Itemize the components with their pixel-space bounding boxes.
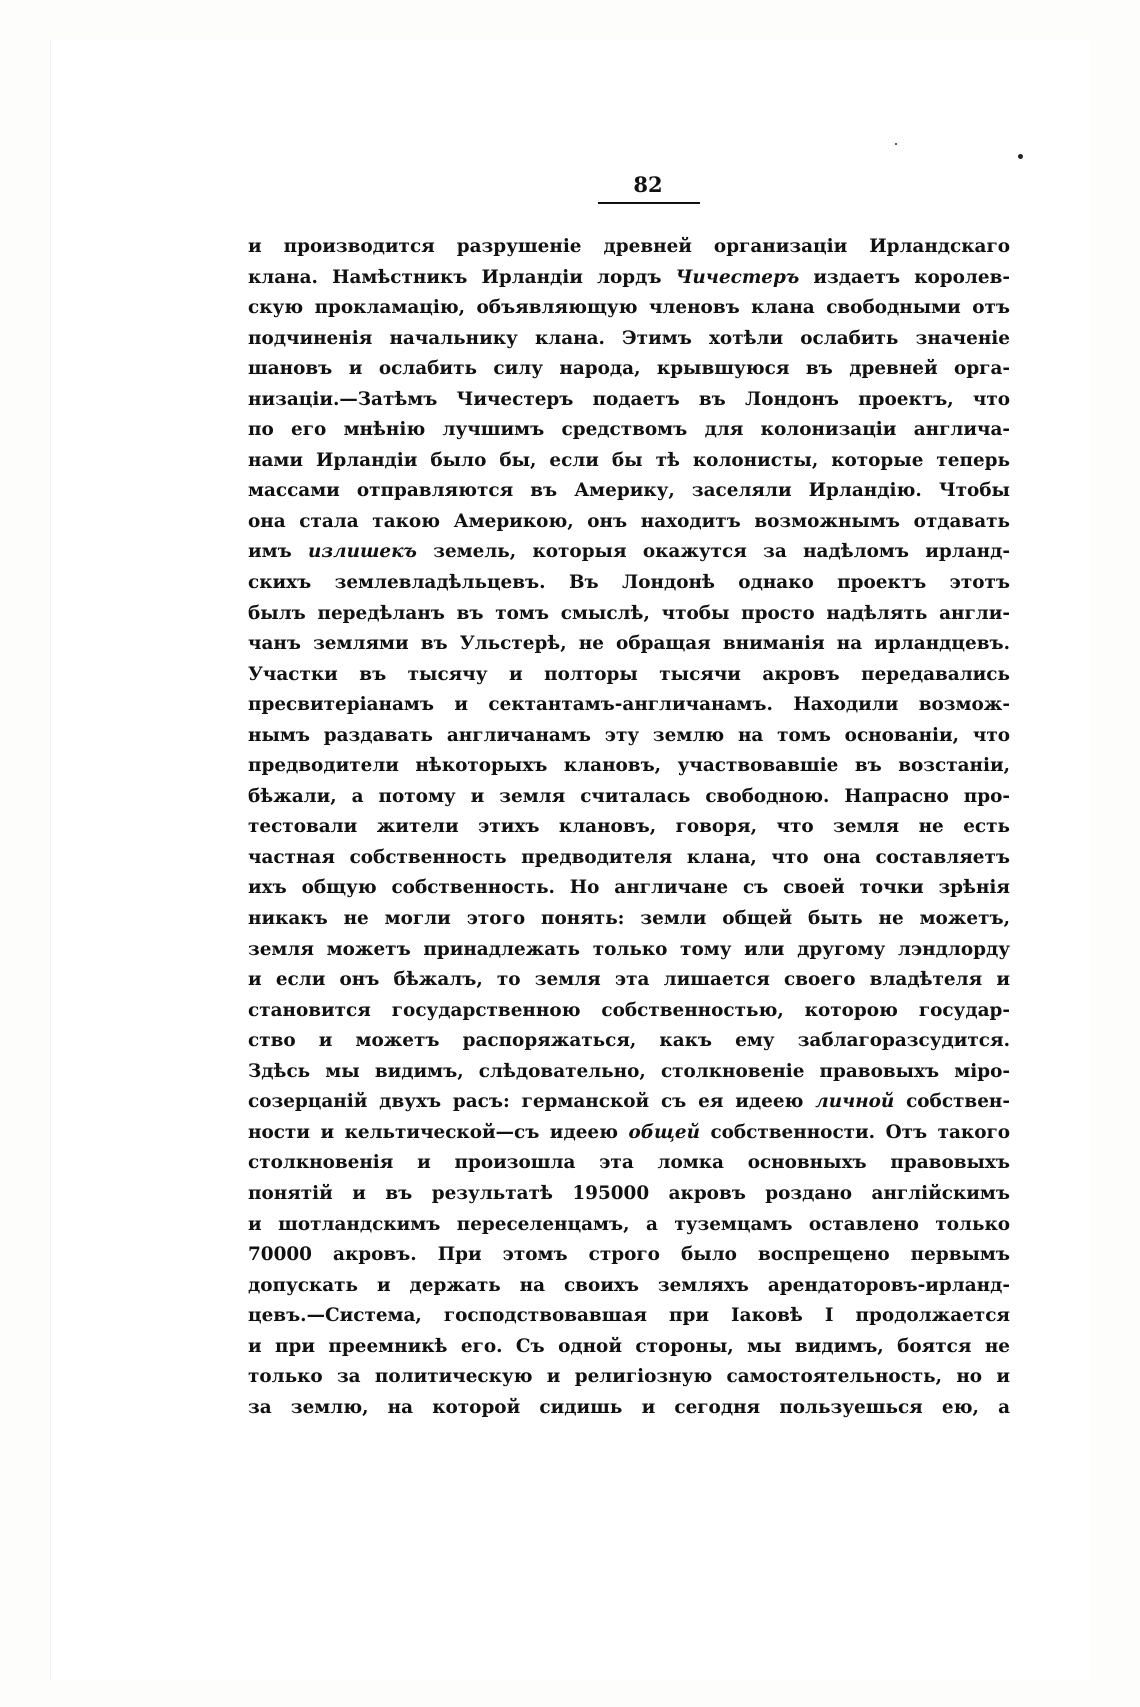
text-line: чанъ землями въ Ульстерѣ, не обращая вниманія на ирландцевъ. [248,633,1010,655]
text-line: подчиненія начальнику клана. Этимъ хотѣли ослабить значеніе [248,327,1010,349]
text-line: столкновенія и произошла эта ломка основныхъ правовыхъ [248,1152,1010,1174]
text-line: понятій и въ результатѣ 195000 акровъ роздано англійскимъ [248,1182,1010,1204]
text-line: ности и кельтической—съ идеею общей собственности. Отъ такого [248,1121,1010,1143]
text-line: допускать и держать на своихъ земляхъ арендаторовъ-ирланд- [248,1274,1010,1296]
text-line: только за политическую и религіозную самостоятельность, но и [248,1366,1010,1388]
text-line: нами Ирландіи было бы, если бы тѣ колонисты, которые теперь [248,449,1010,471]
text-line: земля можетъ принадлежать только тому или другому лэндлорду [248,938,1010,960]
text-line: ство и можетъ распоряжаться, какъ ему заблагоразсудится. [248,1030,1010,1052]
italic-term: Чичестеръ [675,266,800,288]
text-line: цевъ.—Система, господствовавшая при Іаковѣ I продолжается [248,1305,1010,1327]
text-line: и при преемникѣ его. Съ одной стороны, мы видимъ, боятся не [248,1335,1010,1357]
text-line: по его мнѣнію лучшимъ средствомъ для колонизаціи англича- [248,419,1010,441]
text-line: бѣжали, а потому и земля считалась свободною. Напрасно про- [248,785,1010,807]
italic-term: общей [628,1121,700,1143]
italic-term: личной [815,1091,895,1113]
text-line: былъ передѣланъ въ томъ смыслѣ, чтобы просто надѣлять англи- [248,602,1010,624]
text-line: Участки въ тысячу и полторы тысячи акровъ передавались [248,663,1010,685]
dust-speck [1018,154,1023,159]
text-line: становится государственною собственностью, которою государ- [248,999,1010,1021]
text-line: и шотландскимъ переселенцамъ, а туземцамъ оставлено только [248,1213,1010,1235]
dust-speck [895,143,897,145]
text-line: никакъ не могли этого понять: земли общей быть не можетъ, [248,908,1010,930]
text-line: предводители нѣкоторыхъ клановъ, участвовавшіе въ возстаніи, [248,755,1010,777]
text-line: за землю, на которой сидишь и сегодня пользуешься ею, а [248,1396,1010,1418]
text-line: частная собственность предводителя клана, что она составляетъ [248,846,1010,868]
body-text [248,232,1010,1423]
text-line: скую прокламацію, объявляющую членовъ клана свободными отъ [248,297,1010,319]
italic-term: излишекъ [308,541,417,563]
text-line: скихъ землевладѣльцевъ. Въ Лондонѣ однако проектъ этотъ [248,572,1010,594]
text-line: 70000 акровъ. При этомъ строго было воспрещено первымъ [248,1244,1010,1266]
text-line: и производится разрушеніе древней организаціи Ирландскаго [248,236,1010,257]
text-line: и если онъ бѣжалъ, то земля эта лишается своего владѣтеля и [248,969,1010,991]
text-line: нымъ раздавать англичанамъ эту землю на томъ основаніи, что [248,724,1010,746]
text-line: тестовали жители этихъ клановъ, говоря, что земля не есть [248,816,1010,838]
page-number: 82 [633,172,663,197]
text-line: Здѣсь мы видимъ, слѣдовательно, столкновеніе правовыхъ міро- [248,1060,1010,1082]
text-line: пресвитеріанамъ и сектантамъ-англичанамъ. Находили возмож- [248,694,1010,716]
text-line: имъ излишекъ земель, которыя окажутся за надѣломъ ирланд- [248,541,1010,563]
text-line: она стала такою Америкою, онъ находитъ возможнымъ отдавать [248,510,1010,532]
text-line: ихъ общую собственность. Но англичане съ своей точки зрѣнія [248,877,1010,899]
text-line: массами отправляются въ Америку, заселяли Ирландію. Чтобы [248,480,1010,502]
page-number-rule [598,202,700,204]
text-line: созерцаній двухъ расъ: германской съ ея идеею личной собствен- [248,1091,1010,1113]
text-line: низаціи.—Затѣмъ Чичестеръ подаетъ въ Лондонъ проектъ, что [248,388,1010,410]
text-line: шановъ и ослабить силу народа, крывшуюся въ древней орга- [248,358,1010,380]
text-line: клана. Намѣстникъ Ирландіи лордъ Чичестеръ издаетъ королев- [248,266,1010,288]
